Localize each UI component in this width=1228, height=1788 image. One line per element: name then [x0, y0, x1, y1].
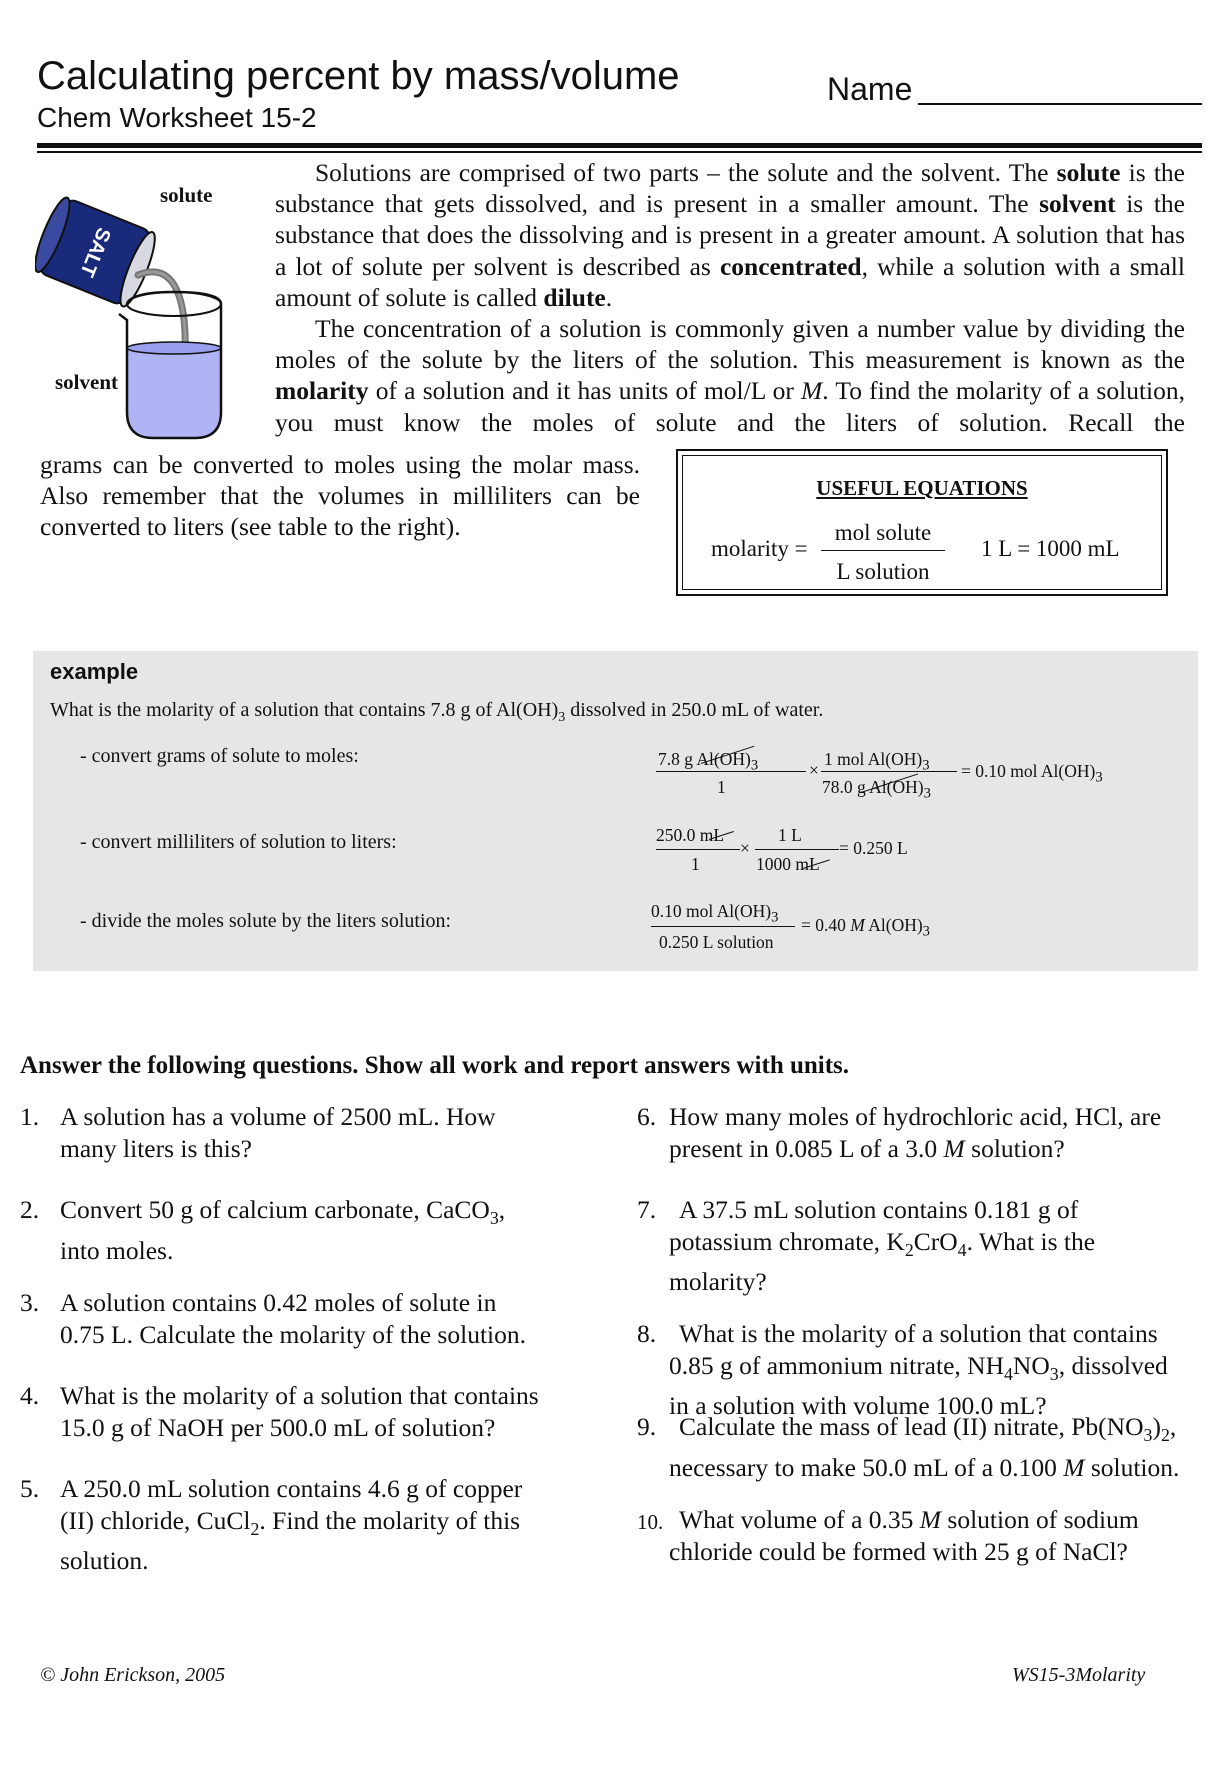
question-number: 4.: [20, 1381, 40, 1410]
fraction-numerator: 1 mol $Al(OH)_3$: [824, 749, 930, 774]
question-number: 7.: [637, 1195, 657, 1224]
question-text: A solution contains 0.42 moles of solute in 0.75 L. Calculate the molarity of the solution.: [60, 1288, 526, 1349]
question-text: Convert 50 g of calcium carbonate, CaCO$_3$, into moles.: [60, 1195, 506, 1265]
questions-instruction: Answer the following questions. Show all work and report answers with units.: [20, 1052, 850, 1079]
step-result: = 0.40 M $Al(OH)_3$: [801, 915, 930, 940]
worksheet-title: Calculating percent by mass/volume: [37, 54, 680, 98]
question-text: A 37.5 mL solution contains 0.181 g of potassium chromate, $K_2CrO_4$. What is the molarity?: [669, 1195, 1096, 1297]
fraction-numerator: 7.8 g $Al(OH)_3$: [658, 749, 759, 774]
times-sign: ×: [740, 838, 750, 858]
solute-label: solute: [160, 183, 213, 207]
name-label: Name: [827, 71, 913, 107]
question-number: 1.: [20, 1102, 40, 1131]
question-item: [637, 1504, 1197, 1567]
step-result: = 0.10 mol $Al(OH)_3$: [961, 761, 1103, 786]
example-step-label: - convert milliliters of solution to liters:: [80, 831, 397, 853]
fraction-numerator: 0.10 mol $Al(OH)_3$: [651, 901, 779, 926]
question-number: 2.: [20, 1195, 40, 1224]
intro-paragraph-2: The concentration of a solution is commonly given a number value by dividing the moles of the solute by the liters of the solution. This measurement is known as the molarity of a solution and it has units of mol/L or M. To find the molarity of a solution, you must know the moles of solute and the liters of solution. Recall the: [275, 314, 1185, 437]
liter-conversion: 1 L = 1000 mL: [981, 536, 1120, 561]
question-item: [20, 1101, 580, 1164]
example-step-label: - divide the moles solute by the liters solution:: [80, 910, 452, 932]
fraction-numerator: 250.0 mL: [656, 825, 725, 845]
times-sign: ×: [809, 760, 819, 780]
can-label: SALT: [75, 224, 115, 280]
question-item: [20, 1287, 580, 1350]
molarity-label: molarity =: [711, 536, 808, 561]
intro-continuation: grams can be converted to moles using the molar mass. Also remember that the volumes in milliliters can be converted to liters (see table to the right).: [40, 450, 640, 542]
question-number: 10.: [637, 1510, 664, 1534]
fraction-denominator: 1: [717, 777, 726, 797]
question-item: [637, 1194, 1197, 1297]
question-number: 9.: [637, 1412, 657, 1441]
question-text: What is the molarity of a solution that contains 0.85 g of ammonium nitrate, $NH_4NO_3$, dissolved in a solution with volume 100.0 mL?: [669, 1319, 1168, 1421]
question-number: 3.: [20, 1288, 40, 1317]
molarity-denominator: L solution: [836, 559, 930, 584]
fraction-numerator: 1 L: [778, 825, 802, 845]
copyright: © John Erickson, 2005: [40, 1664, 226, 1686]
fraction-denominator: 1: [691, 854, 700, 874]
question-item: [20, 1380, 580, 1443]
fraction-denominator: 78.0 g $Al(OH)_3$: [822, 777, 931, 802]
question-text: A 250.0 mL solution contains 4.6 g of copper (II) chloride, CuCl$_2$. Find the molarity of this solution.: [60, 1474, 523, 1576]
question-number: 6.: [637, 1102, 657, 1131]
fraction-denominator: 0.250 L solution: [659, 932, 774, 952]
example-step-label: - convert grams of solute to moles:: [80, 745, 359, 767]
example-label: example: [50, 659, 139, 684]
question-number: 8.: [637, 1319, 657, 1348]
question-item: [637, 1318, 1197, 1421]
solvent-label: solvent: [55, 370, 118, 394]
question-text: What volume of a 0.35 M solution of sodium chloride could be formed with 25 g of NaCl?: [669, 1505, 1139, 1566]
question-text: How many moles of hydrochloric acid, HCl, are present in 0.085 L of a 3.0 M solution?: [669, 1102, 1162, 1163]
molarity-numerator: mol solute: [834, 520, 932, 545]
fraction-denominator: 1000 mL: [756, 854, 820, 874]
question-item: [20, 1473, 580, 1576]
question-text: A solution has a volume of 2500 mL. How many liters is this?: [60, 1102, 496, 1163]
example-question: What is the molarity of a solution that contains 7.8 g of $Al(OH)_3$ dissolved in 250.0 mL of water.: [50, 699, 824, 725]
question-item: [20, 1194, 580, 1265]
question-item: [637, 1411, 1197, 1482]
intro-paragraph-1: Solutions are comprised of two parts – the solute and the solvent. The solute is the substance that gets dissolved, and is present in a smaller amount. The solvent is the substance that does the dissolving and is present in a greater amount. A solution that has a lot of solute per solvent is described as concentrated, while a solution with a small amount of solute is called dilute.: [275, 158, 1185, 312]
step-result: = 0.250 L: [839, 838, 908, 858]
question-text: What is the molarity of a solution that contains 15.0 g of NaOH per 500.0 mL of solution?: [60, 1381, 539, 1442]
worksheet-subtitle: Chem Worksheet 15-2: [37, 102, 317, 133]
question-text: Calculate the mass of lead (II) nitrate, $Pb(NO_3)_2$, necessary to make 50.0 mL of a 0.100 M solution.: [669, 1412, 1180, 1482]
equations-title: USEFUL EQUATIONS: [816, 476, 1028, 500]
worksheet-code: WS15-3Molarity: [1012, 1664, 1146, 1686]
question-number: 5.: [20, 1474, 40, 1503]
question-item: [637, 1101, 1197, 1164]
